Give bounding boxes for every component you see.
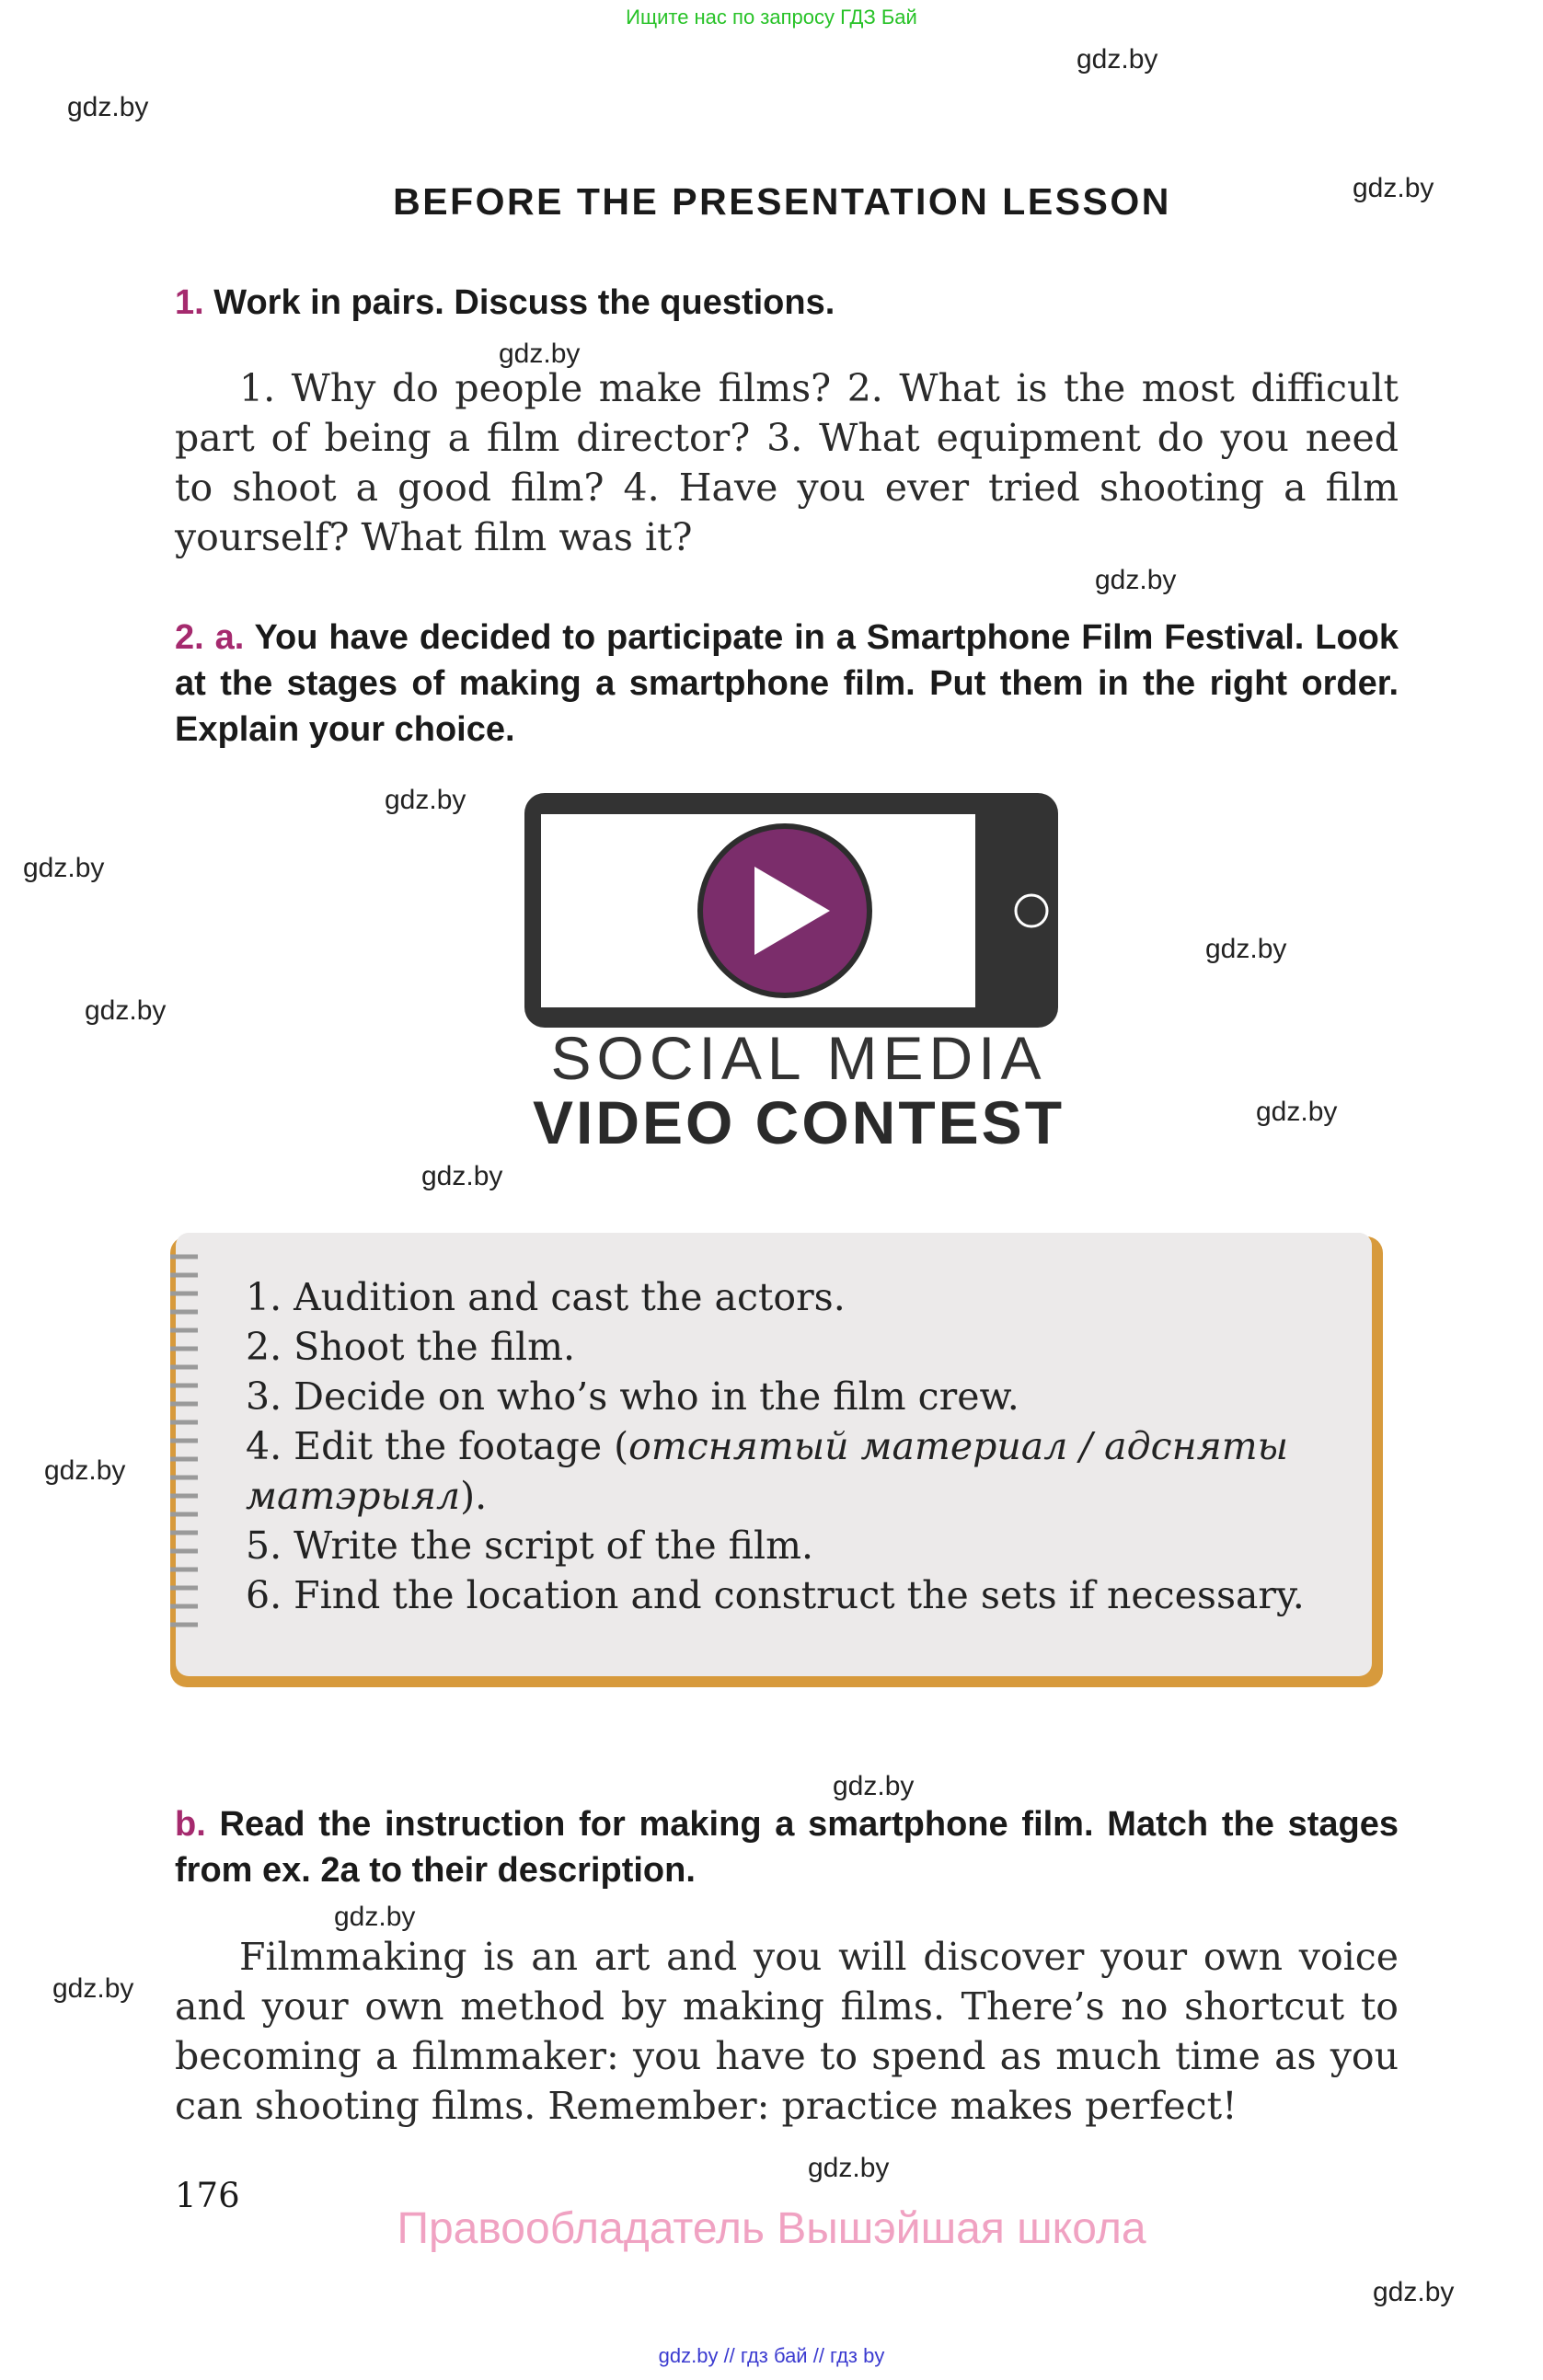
exercise-2b-text: Filmmaking is an art and you will discover your own voice and your own method by making films. There’s no shortcut to becoming a filmmaker: you have to spend as much time as you can shooting films. Remember: practice makes perfect! bbox=[175, 1935, 1399, 2128]
watermark: gdz.by bbox=[385, 785, 466, 815]
watermark: gdz.by bbox=[23, 853, 105, 883]
stage-text: 4. Edit the footage ( bbox=[246, 1424, 629, 1468]
exercise-2a-heading bbox=[175, 615, 1399, 753]
stage-item-6: 6. Find the location and construct the sets if necessary. bbox=[246, 1573, 1305, 1617]
bottom-links[interactable]: gdz.by // гдз бай // гдз by bbox=[658, 2344, 885, 2367]
exercise-number: 1. bbox=[175, 283, 204, 322]
top-banner[interactable]: Ищите нас по запросу ГДЗ Бай bbox=[626, 6, 917, 29]
logo-line-2: VIDEO CONTEST bbox=[532, 1088, 1065, 1156]
stage-text: ). bbox=[460, 1474, 488, 1518]
contest-logo bbox=[440, 791, 1157, 1159]
watermark: gdz.by bbox=[1256, 1097, 1338, 1127]
watermark: gdz.by bbox=[421, 1161, 503, 1191]
watermark: gdz.by bbox=[334, 1902, 416, 1932]
stage-item-4 bbox=[246, 1421, 1341, 1521]
watermark: gdz.by bbox=[833, 1771, 915, 1801]
exercise-instruction: You have decided to participate in a Smartphone Film Festival. Look at the stages of making a smartphone film. Put them in the right order. Explain your choice. bbox=[175, 618, 1399, 749]
watermark: gdz.by bbox=[85, 995, 167, 1026]
watermark: gdz.by bbox=[44, 1455, 126, 1486]
page-number: 176 bbox=[175, 2176, 240, 2215]
stage-translation: отснятый материал / адсняты матэрыял bbox=[246, 1424, 1288, 1518]
stage-item-1: 1. Audition and cast the actors. bbox=[246, 1275, 846, 1319]
exercise-1-heading bbox=[175, 280, 1399, 326]
watermark: gdz.by bbox=[1353, 173, 1434, 203]
exercise-letter: a. bbox=[214, 618, 245, 657]
watermark: gdz.by bbox=[808, 2153, 890, 2183]
watermark: gdz.by bbox=[67, 92, 149, 122]
stage-item-3: 3. Decide on who’s who in the film crew. bbox=[246, 1374, 1019, 1419]
lesson-title: BEFORE THE PRESENTATION LESSON bbox=[393, 180, 1171, 223]
watermark: gdz.by bbox=[52, 1973, 134, 2004]
stages-notebook bbox=[143, 1233, 1394, 1702]
stage-item-5: 5. Write the script of the film. bbox=[246, 1523, 814, 1568]
watermark: gdz.by bbox=[1095, 565, 1177, 595]
exercise-instruction: Read the instruction for making a smartphone film. Match the stages from ex. 2a to their description. bbox=[175, 1805, 1399, 1890]
exercise-instruction: Work in pairs. Discuss the questions. bbox=[213, 283, 835, 322]
watermark: gdz.by bbox=[1205, 934, 1287, 964]
logo-line-1: SOCIAL MEDIA bbox=[550, 1024, 1047, 1092]
stage-item-2: 2. Shoot the film. bbox=[246, 1325, 576, 1369]
watermark: gdz.by bbox=[1077, 44, 1158, 75]
watermark: gdz.by bbox=[499, 339, 581, 369]
exercise-letter: b. bbox=[175, 1805, 206, 1844]
exercise-1-questions: 1. Why do people make films? 2. What is the most difficult part of being a film director? 3. What equipment do you need to shoot a good film? 4. Have you ever tried shooting a film yourself? What film was it? bbox=[175, 366, 1399, 559]
exercise-2b-heading bbox=[175, 1801, 1399, 1893]
watermark: gdz.by bbox=[1373, 2277, 1455, 2307]
exercise-number: 2. bbox=[175, 618, 204, 657]
copyright-text: Правообладатель Вышэйшая школа bbox=[397, 2204, 1146, 2253]
